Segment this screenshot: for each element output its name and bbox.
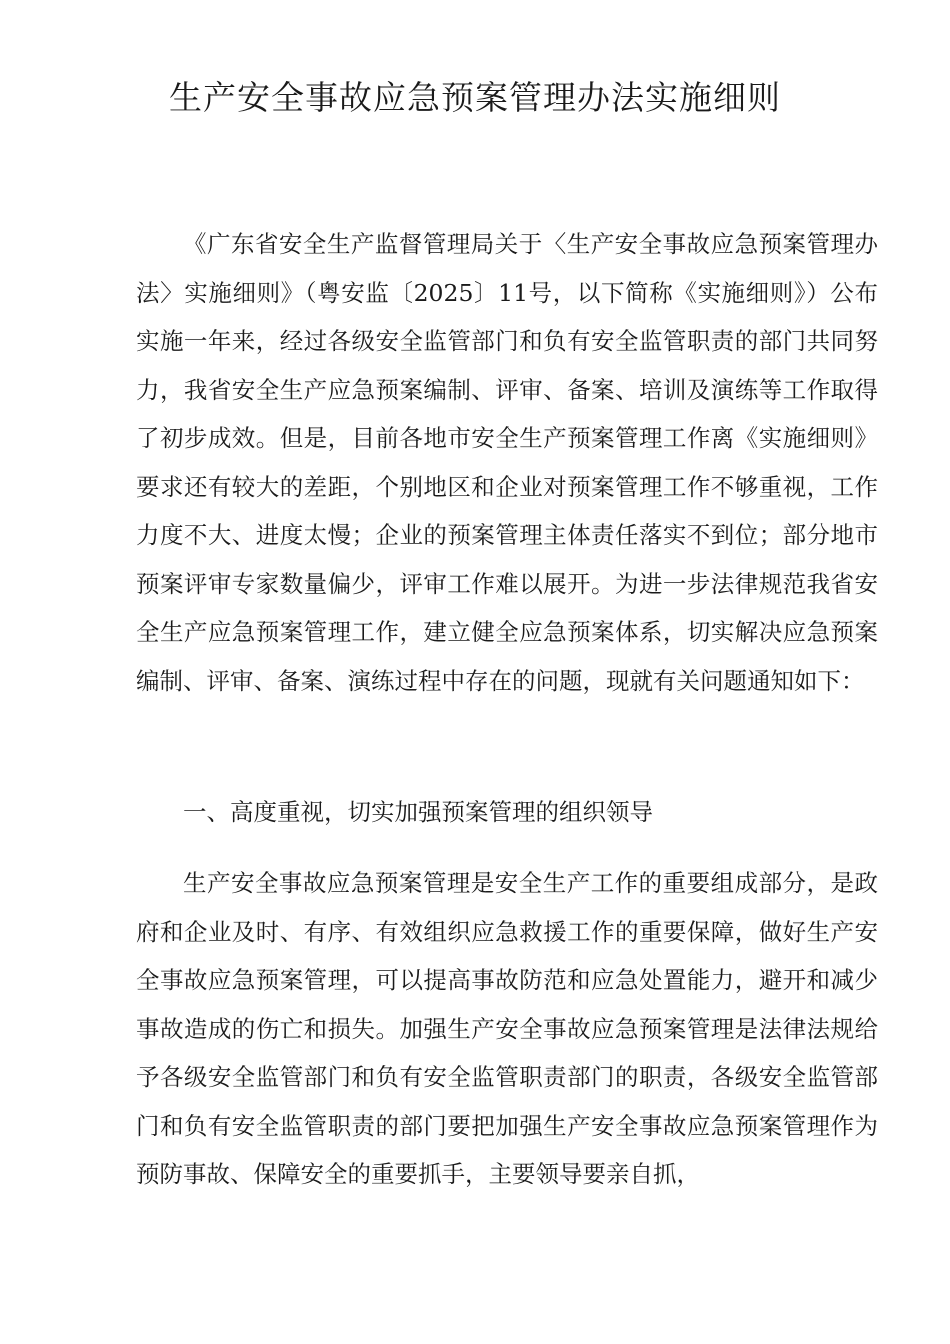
section-heading-1: 一、高度重视，切实加强预案管理的组织领导 bbox=[183, 798, 653, 826]
document-title: 生产安全事故应急预案管理办法实施细则 bbox=[169, 78, 781, 117]
intro-paragraph: 《广东省安全生产监督管理局关于〈生产安全事故应急预案管理办法〉实施细则》（粤安监〔2025〕11号，以下简称《实施细则》）公布实施一年来，经过各级安全监管部门和负有安全监管职责的部门共同努力，我省安全生产应急预案编制、评审、备案、培训及演练等工作取得了初步成效。但是，目前各地市安全生产预案管理工作离《实施细则》要求还有较大的差距，个别地区和企业对预案管理工作不够重视，工作力度不大、进度太慢；企业的预案管理主体责任落实不到位；部分地市预案评审专家数量偏少，评审工作难以展开。为进一步法律规范我省安全生产应急预案管理工作，建立健全应急预案体系，切实解决应急预案编制、评审、备案、演练过程中存在的问题，现就有关问题通知如下： bbox=[136, 230, 878, 695]
section-1-paragraph: 生产安全事故应急预案管理是安全生产工作的重要组成部分，是政府和企业及时、有序、有效组织应急救援工作的重要保障，做好生产安全事故应急预案管理，可以提高事故防范和应急处置能力，避开和减少事故造成的伤亡和损失。加强生产安全事故应急预案管理是法律法规给予各级安全监管部门和负有安全监管职责部门的职责，各级安全监管部门和负有安全监管职责的部门要把加强生产安全事故应急预案管理作为预防事故、保障安全的重要抓手，主要领导要亲自抓， bbox=[136, 869, 878, 1188]
